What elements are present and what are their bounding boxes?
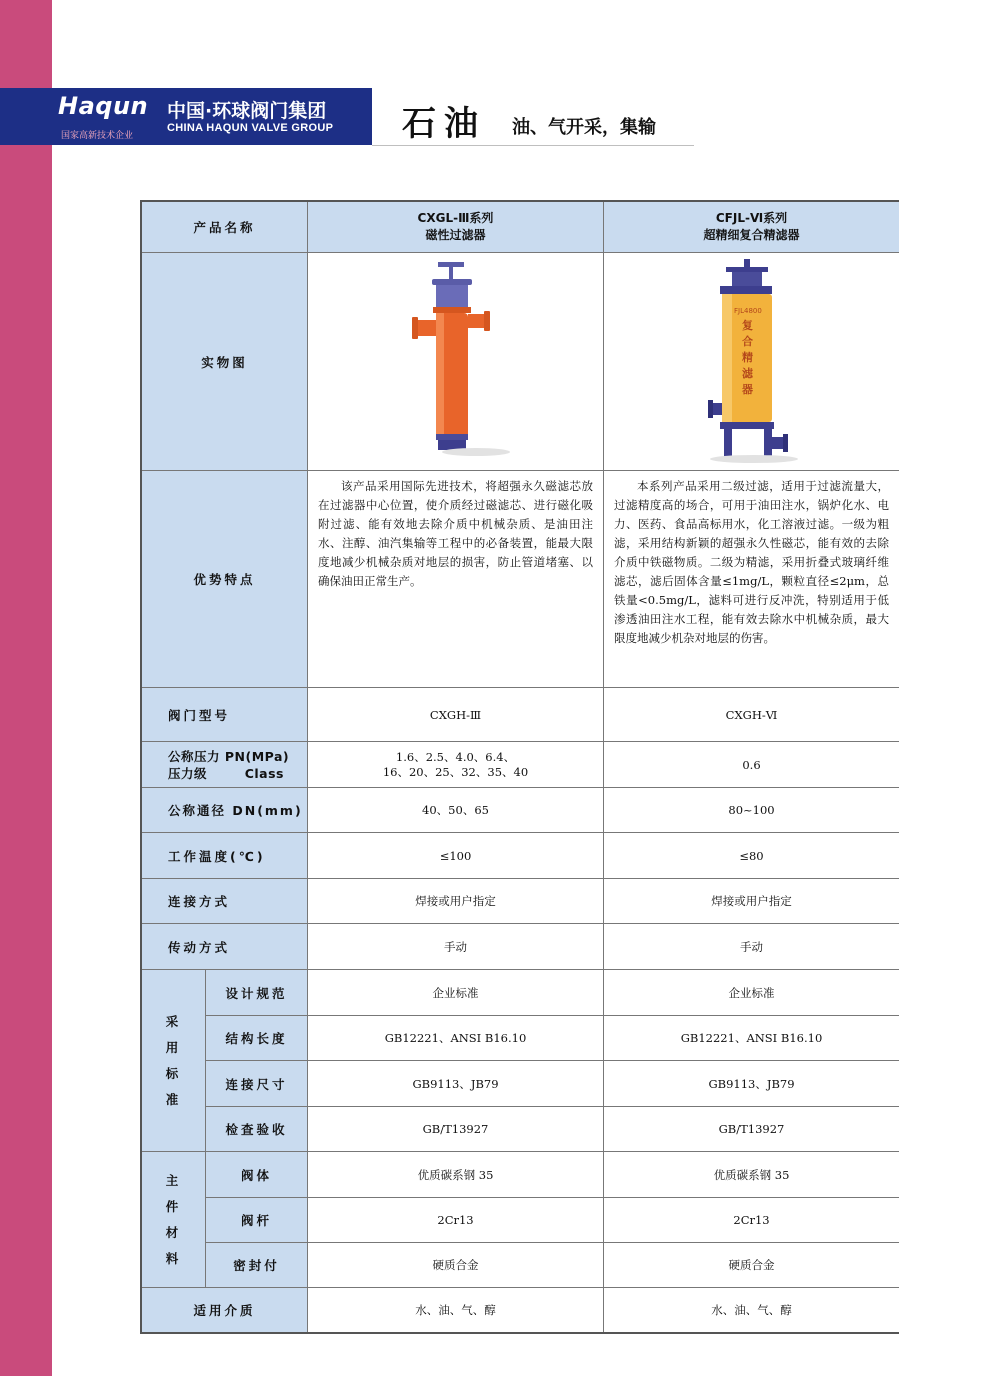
- page-title: 石油: [402, 104, 486, 144]
- company-name-en: CHINA HAQUN VALVE GROUP: [167, 122, 334, 134]
- svg-text:精: 精: [741, 350, 753, 364]
- svg-text:复: 复: [741, 318, 753, 332]
- label-drive: 传动方式: [142, 924, 308, 970]
- product-2-temperature: ≤80: [604, 833, 899, 879]
- product-2-design-spec: 企业标准: [604, 970, 899, 1016]
- label-standards-text: [166, 1009, 182, 1113]
- product-1-photo: [308, 253, 604, 471]
- label-standards-group: [142, 970, 206, 1152]
- product-1-name: 磁性过滤器: [425, 228, 486, 242]
- product-1-description: 该产品采用国际先进技术，将超强永久磁滤芯放在过滤器中心位置，使介质经过磁滤芯、进行磁化吸附过滤、能有效地去除介质中机械杂质、是油田注水、注醇、油汽集输等工程中的必备装置，能最大限度地减少机械杂质对地层的损害，防止管道堵塞、以确保油田正常生产。: [308, 471, 604, 688]
- label-connection-size: 连接尺寸: [206, 1061, 308, 1107]
- label-connection: 连接方式: [142, 879, 308, 924]
- label-pressure: [142, 742, 308, 788]
- vertical-label-char: 准: [165, 1091, 182, 1107]
- label-pressure-pn: 公称压力 PN(MPa): [168, 748, 290, 764]
- label-photo: 实物图: [142, 253, 308, 471]
- svg-text:滤: 滤: [741, 366, 753, 380]
- label-structure-length: 结构长度: [206, 1016, 308, 1061]
- vertical-label-char: 材: [165, 1224, 182, 1240]
- product-1-drive: 手动: [308, 924, 604, 970]
- product-2-header: [604, 202, 899, 253]
- vertical-label-char: 标: [165, 1065, 182, 1081]
- composite-filter-label: FJL4800: [733, 306, 762, 315]
- product-2-series: CFJL-Ⅵ系列: [715, 211, 788, 225]
- label-features: 优势特点: [142, 471, 308, 688]
- logo-subtitle: 国家高新技术企业: [61, 131, 134, 141]
- product-2-seal: 硬质合金: [604, 1243, 899, 1288]
- product-1-medium: 水、油、气、醇: [308, 1288, 604, 1332]
- spec-table: [140, 200, 899, 1334]
- product-2-model: CXGH-Ⅵ: [604, 688, 899, 742]
- product-1-pressure-line1: 1.6、2.5、4.0、6.4、: [395, 749, 516, 764]
- product-1-diameter: 40、50、65: [308, 788, 604, 833]
- logo-text: Haqun: [58, 92, 149, 120]
- label-seal: 密封付: [206, 1243, 308, 1288]
- label-model: 阀门型号: [142, 688, 308, 742]
- product-1-temperature: ≤100: [308, 833, 604, 879]
- product-2-stem: 2Cr13: [604, 1198, 899, 1243]
- magnetic-filter-illustration: [396, 262, 516, 462]
- side-color-bar: [0, 0, 52, 1376]
- label-materials-text: [166, 1168, 182, 1272]
- product-1-seal: 硬质合金: [308, 1243, 604, 1288]
- product-1-design-spec: 企业标准: [308, 970, 604, 1016]
- product-1-connection-size: GB9113、JB79: [308, 1061, 604, 1107]
- product-2-connection: 焊接或用户指定: [604, 879, 899, 924]
- label-materials-group: [142, 1152, 206, 1288]
- label-pressure-class-row: [168, 765, 284, 782]
- vertical-label-char: 用: [165, 1039, 182, 1055]
- product-1-connection: 焊接或用户指定: [308, 879, 604, 924]
- product-2-photo: [604, 253, 899, 471]
- label-temperature: 工作温度(℃): [142, 833, 308, 879]
- product-2-drive: 手动: [604, 924, 899, 970]
- product-2-inspection: GB/T13927: [604, 1107, 899, 1152]
- product-1-header: [308, 202, 604, 253]
- title-divider: [372, 145, 694, 146]
- product-1-body: 优质碳系钢 35: [308, 1152, 604, 1198]
- composite-filter-illustration: [692, 257, 812, 467]
- label-pressure-class-en: Class: [244, 765, 284, 781]
- product-1-pressure-line2: 16、20、25、32、35、40: [382, 764, 529, 779]
- product-2-structure-length: GB12221、ANSI B16.10: [604, 1016, 899, 1061]
- label-medium: 适用介质: [142, 1288, 308, 1332]
- product-2-description: 本系列产品采用二级过滤，适用于过滤流量大，过滤精度高的场合，可用于油田注水，锅炉化水、电力、医药、食品高标用水，化工溶液过滤。一级为粗滤，采用结构新颖的超强永久性磁芯，能有效的去除介质中铁磁物质。二级为精滤，采用折叠式玻璃纤维滤芯，滤后固体含量≤1mg/L，颗粒直径≤2μm，总铁量<0.5mg/L，滤料可进行反冲洗，特别适用于低渗透油田注水工程，能有效去除水中机械杂质，最大限度地减少机杂对地层的伤害。: [604, 471, 899, 688]
- svg-text:合: 合: [741, 334, 753, 348]
- product-2-diameter: 80~100: [604, 788, 899, 833]
- vertical-label-char: 采: [165, 1013, 182, 1029]
- label-body: 阀体: [206, 1152, 308, 1198]
- company-name-cn: 中国·环球阀门集团: [167, 100, 327, 122]
- product-1-pressure: [308, 742, 604, 788]
- page-subtitle: 油、气开采，集输: [512, 117, 656, 138]
- label-inspection: 检查验收: [206, 1107, 308, 1152]
- product-1-structure-length: GB12221、ANSI B16.10: [308, 1016, 604, 1061]
- product-1-inspection: GB/T13927: [308, 1107, 604, 1152]
- vertical-label-char: 料: [165, 1250, 182, 1266]
- product-2-pressure: 0.6: [604, 742, 899, 788]
- label-stem: 阀杆: [206, 1198, 308, 1243]
- product-1-model: CXGH-Ⅲ: [308, 688, 604, 742]
- product-2-name: 超精细复合精滤器: [703, 228, 800, 242]
- product-1-series: CXGL-Ⅲ系列: [417, 211, 494, 225]
- product-2-medium: 水、油、气、醇: [604, 1288, 899, 1332]
- label-product-name: 产品名称: [142, 202, 308, 253]
- label-design-spec: 设计规范: [206, 970, 308, 1016]
- product-2-body: 优质碳系钢 35: [604, 1152, 899, 1198]
- vertical-label-char: 主: [165, 1172, 182, 1188]
- product-2-connection-size: GB9113、JB79: [604, 1061, 899, 1107]
- product-1-stem: 2Cr13: [308, 1198, 604, 1243]
- label-pressure-class-cn: 压力级: [168, 765, 208, 781]
- vertical-label-char: 件: [165, 1198, 182, 1214]
- svg-text:器: 器: [741, 382, 753, 396]
- company-logo: [58, 92, 148, 142]
- label-diameter: 公称通径 DN(mm): [142, 788, 308, 833]
